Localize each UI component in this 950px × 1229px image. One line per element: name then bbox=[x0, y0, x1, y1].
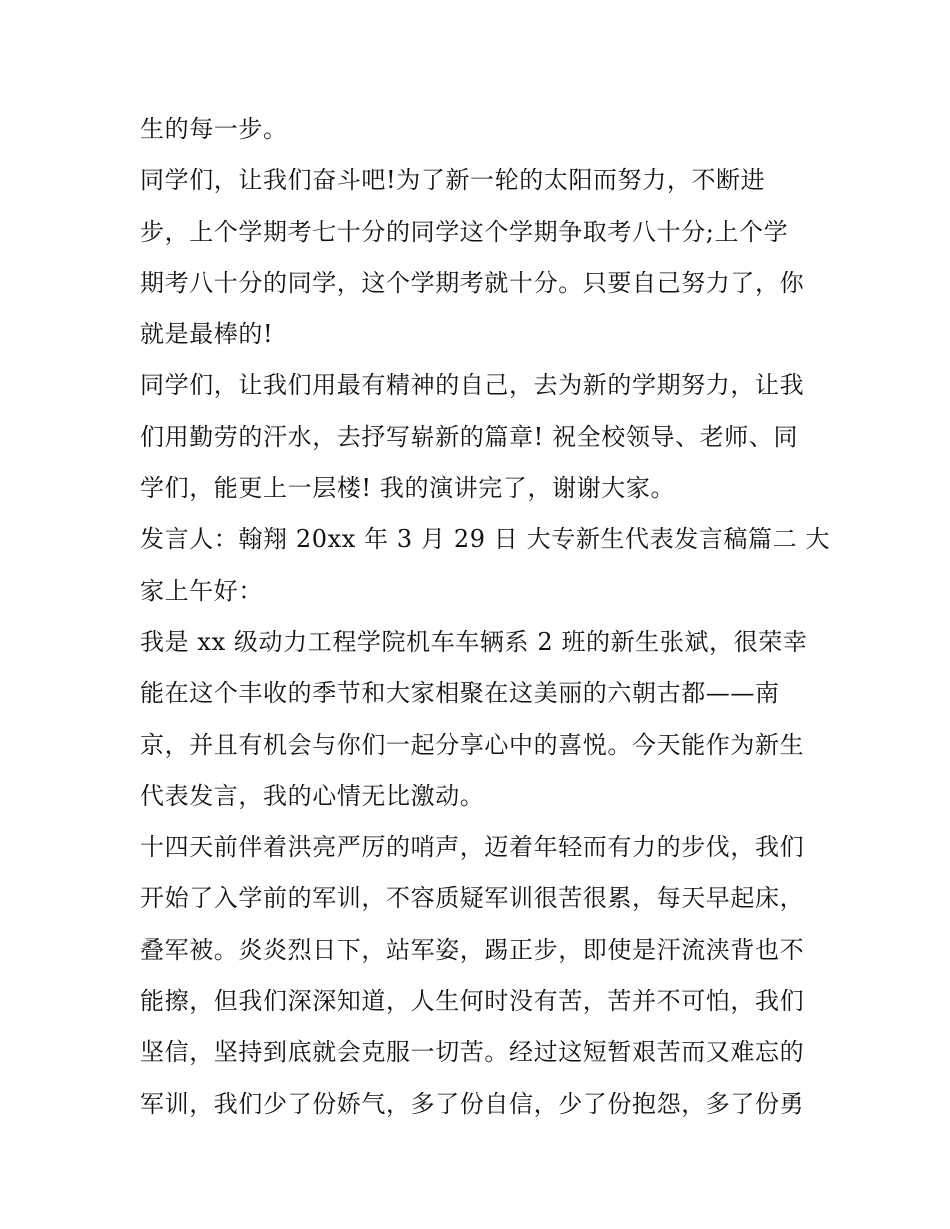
text-line: 开始了入学前的军训，不容质疑军训很苦很累，每天早起床， bbox=[140, 884, 805, 913]
text-line: 学们，能更上一层楼! 我的演讲完了，谢谢大家。 bbox=[140, 474, 676, 503]
text-line: 就是最棒的! bbox=[140, 320, 274, 349]
document-body bbox=[140, 104, 831, 1130]
text-line: 发言人：翰翔 20xx 年 3 月 29 日 大专新生代表发言稿篇二 大 bbox=[140, 525, 831, 554]
text-line: 我是 xx 级动力工程学院机车车辆系 2 班的新生张斌，很荣幸 bbox=[140, 627, 808, 656]
text-line: 期考八十分的同学，这个学期考就十分。只要自己努力了，你 bbox=[140, 268, 805, 297]
text-line: 同学们，让我们奋斗吧!为了新一轮的太阳而努力，不断进 bbox=[140, 166, 766, 195]
text-line: 生的每一步。 bbox=[140, 115, 288, 143]
text-line: 步，上个学期考七十分的同学这个学期争取考八十分;上个学 bbox=[140, 217, 789, 246]
text-line: 叠军被。炎炎烈日下，站军姿，踢正步，即使是汗流浃背也不 bbox=[140, 935, 805, 964]
text-line: 军训，我们少了份娇气，多了份自信，少了份抱怨，多了份勇 bbox=[140, 1089, 805, 1118]
text-line: 能在这个丰收的季节和大家相聚在这美丽的六朝古都——南 bbox=[140, 679, 780, 708]
text-line: 能擦，但我们深深知道，人生何时没有苦，苦并不可怕，我们 bbox=[140, 987, 805, 1016]
text-line: 们用勤劳的汗水，去抒写崭新的篇章! 祝全校领导、老师、同 bbox=[140, 422, 799, 451]
text-line: 京，并且有机会与你们一起分享心中的喜悦。今天能作为新生 bbox=[140, 730, 805, 759]
text-line: 十四天前伴着洪亮严厉的哨声，迈着年轻而有力的步伐，我们 bbox=[140, 833, 805, 862]
text-line: 坚信，坚持到底就会克服一切苦。经过这短暂艰苦而又难忘的 bbox=[140, 1038, 805, 1067]
text-line: 家上午好： bbox=[140, 576, 263, 605]
text-line: 同学们，让我们用最有精神的自己，去为新的学期努力，让我 bbox=[140, 371, 805, 400]
text-line: 代表发言，我的心情无比激动。 bbox=[140, 781, 485, 810]
